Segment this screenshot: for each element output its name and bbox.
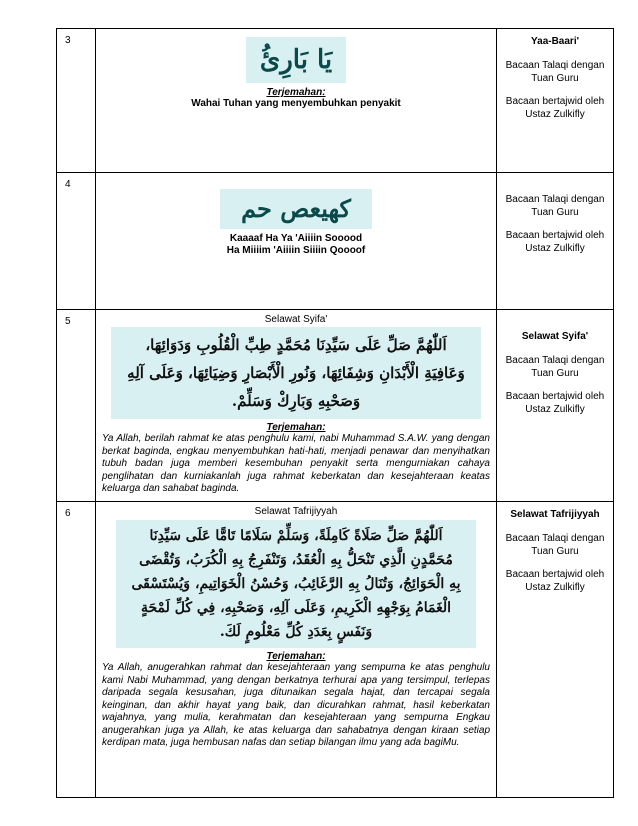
row-number: 6: [57, 502, 96, 798]
row-number: 3: [57, 29, 96, 173]
translation-text: Wahai Tuhan yang menyembuhkan penyakit: [191, 98, 401, 109]
content-cell: [96, 29, 497, 173]
side-tajwid: Bacaan bertajwid oleh Ustaz Zulkifly: [505, 569, 605, 593]
arabic-text-image: يَا بَارِئُ: [246, 37, 346, 83]
arabic-text-image: [116, 520, 476, 648]
table-row: [57, 173, 614, 310]
terjemahan-label: Terjemahan:: [266, 422, 326, 433]
translation-text: Ya Allah, berilah rahmat ke atas penghulu kami, nabi Muhammad S.A.W. yang dengan berkat baginda, engkau menyembuhkan hati-hati, menjadi penawar dan menyihatkan tubuh badan juga memberi kesembuhan penyakit serta mengurniakan cahaya penglihatan dan kurniakanlah juga rahmat keberkatan dan kesejahteraan keatas keluarga dan sahabat baginda.: [102, 433, 490, 494]
side-talaqi: Bacaan Talaqi dengan Tuan Guru: [505, 533, 605, 557]
table-row: [57, 502, 614, 798]
translation-line-1: Kaaaaf Ha Ya 'Aiiiin Sooood: [229, 233, 363, 244]
translation-line-2: Ha Miiiim 'Aiiiin Siiiin Qoooof: [226, 245, 366, 256]
arabic-line: وَنَفَسٍ بِعَدَدِ كُلِّ مَعْلُومٍ لَكَ.: [219, 624, 373, 640]
side-talaqi: Bacaan Talaqi dengan Tuan Guru: [505, 60, 605, 84]
arabic-text-image: [111, 327, 481, 419]
side-cell: [497, 310, 614, 502]
selawat-table: [56, 28, 614, 798]
arabic-line: وَعَافِيَةِ الْأَبْدَانِ وَشِفَائِهَا، وَنُورِ الْأَبْصَارِ وَضِيَائِهَا، وَعَلَى آلِهِ: [127, 364, 465, 382]
content-cell: [96, 173, 497, 310]
arabic-text-image: كهيعص حم: [220, 189, 372, 229]
side-title: Selawat Tafrijiyyah: [510, 509, 600, 520]
table-row: [57, 310, 614, 502]
table-row: [57, 29, 614, 173]
side-tajwid: Bacaan bertajwid oleh Ustaz Zulkifly: [505, 391, 605, 415]
side-talaqi: Bacaan Talaqi dengan Tuan Guru: [505, 355, 605, 379]
side-tajwid: Bacaan bertajwid oleh Ustaz Zulkifly: [505, 230, 605, 254]
row-number: 4: [57, 173, 96, 310]
arabic-line: اَللّٰهُمَّ صَلِّ عَلَى سَيِّدِنَا مُحَمَّدٍ طِبِّ الْقُلُوبِ وَدَوَائِهَا،: [145, 336, 447, 354]
content-cell: [96, 502, 497, 798]
translation-text: Ya Allah, anugerahkan rahmat dan kesejahteraan yang sempurna ke atas penghulu kami Nabi Muhammad, yang dengan berkatnya terhurai apa yang tersimpul, terlepas daripada segala kesusahan, juga ditunaikan segala hajat, dan tercapai segala keinginan, dan akhir hayat yang baik, dan dicurahkan rahmat, hasil keberkatan wajahnya, yang mulia, kerahmatan dan kesejahteraan yang sempurna Engkau anugerahkan juga ya Allah, ke atas keluarga dan sahabatnya dengan kiraan setiap kerdipan mata, juga hembusan nafas dan setiap bilangan ilmu yang ada bagiMu.: [102, 662, 490, 748]
arabic-line: مُحَمَّدٍنِ الَّذِي تَنْحَلُّ بِهِ الْعُقَدُ، وَتَنْفَرِجُ بِهِ الْكُرَبُ، وَتُقْضَى: [139, 552, 453, 568]
section-title: Selawat Tafrijiyyah: [254, 506, 338, 517]
side-cell: [497, 29, 614, 173]
side-talaqi: Bacaan Talaqi dengan Tuan Guru: [505, 194, 605, 218]
content-cell: [96, 310, 497, 502]
arabic-line: وَصَحْبِهِ وَبَارِكْ وَسَلِّمْ.: [231, 392, 361, 410]
terjemahan-label: Terjemahan:: [266, 87, 326, 98]
side-title: Selawat Syifa': [521, 331, 589, 342]
row-number: 5: [57, 310, 96, 502]
side-tajwid: Bacaan bertajwid oleh Ustaz Zulkifly: [505, 96, 605, 120]
arabic-line: اَللّٰهُمَّ صَلِّ صَلَاةً كَامِلَةً، وَسَلِّمْ سَلَامًا تَامًّا عَلَى سَيِّدِنَا: [149, 528, 443, 544]
arabic-line: الْغَمَامُ بِوَجْهِهِ الْكَرِيمِ، وَعَلَى آلِهِ، وَصَحْبِهِ، فِي كُلِّ لَمْحَةٍ: [140, 600, 452, 616]
side-cell: [497, 173, 614, 310]
side-title: Yaa-Baari': [531, 36, 579, 47]
terjemahan-label: Terjemahan:: [266, 651, 326, 662]
arabic-line: بِهِ الْحَوَائِجُ، وَتُنَالُ بِهِ الرَّغَائِبُ، وَحُسْنُ الْخَوَاتِيمِ، وَيُسْتَسْقَى: [131, 576, 461, 592]
section-title: Selawat Syifa': [264, 314, 328, 325]
side-cell: [497, 502, 614, 798]
